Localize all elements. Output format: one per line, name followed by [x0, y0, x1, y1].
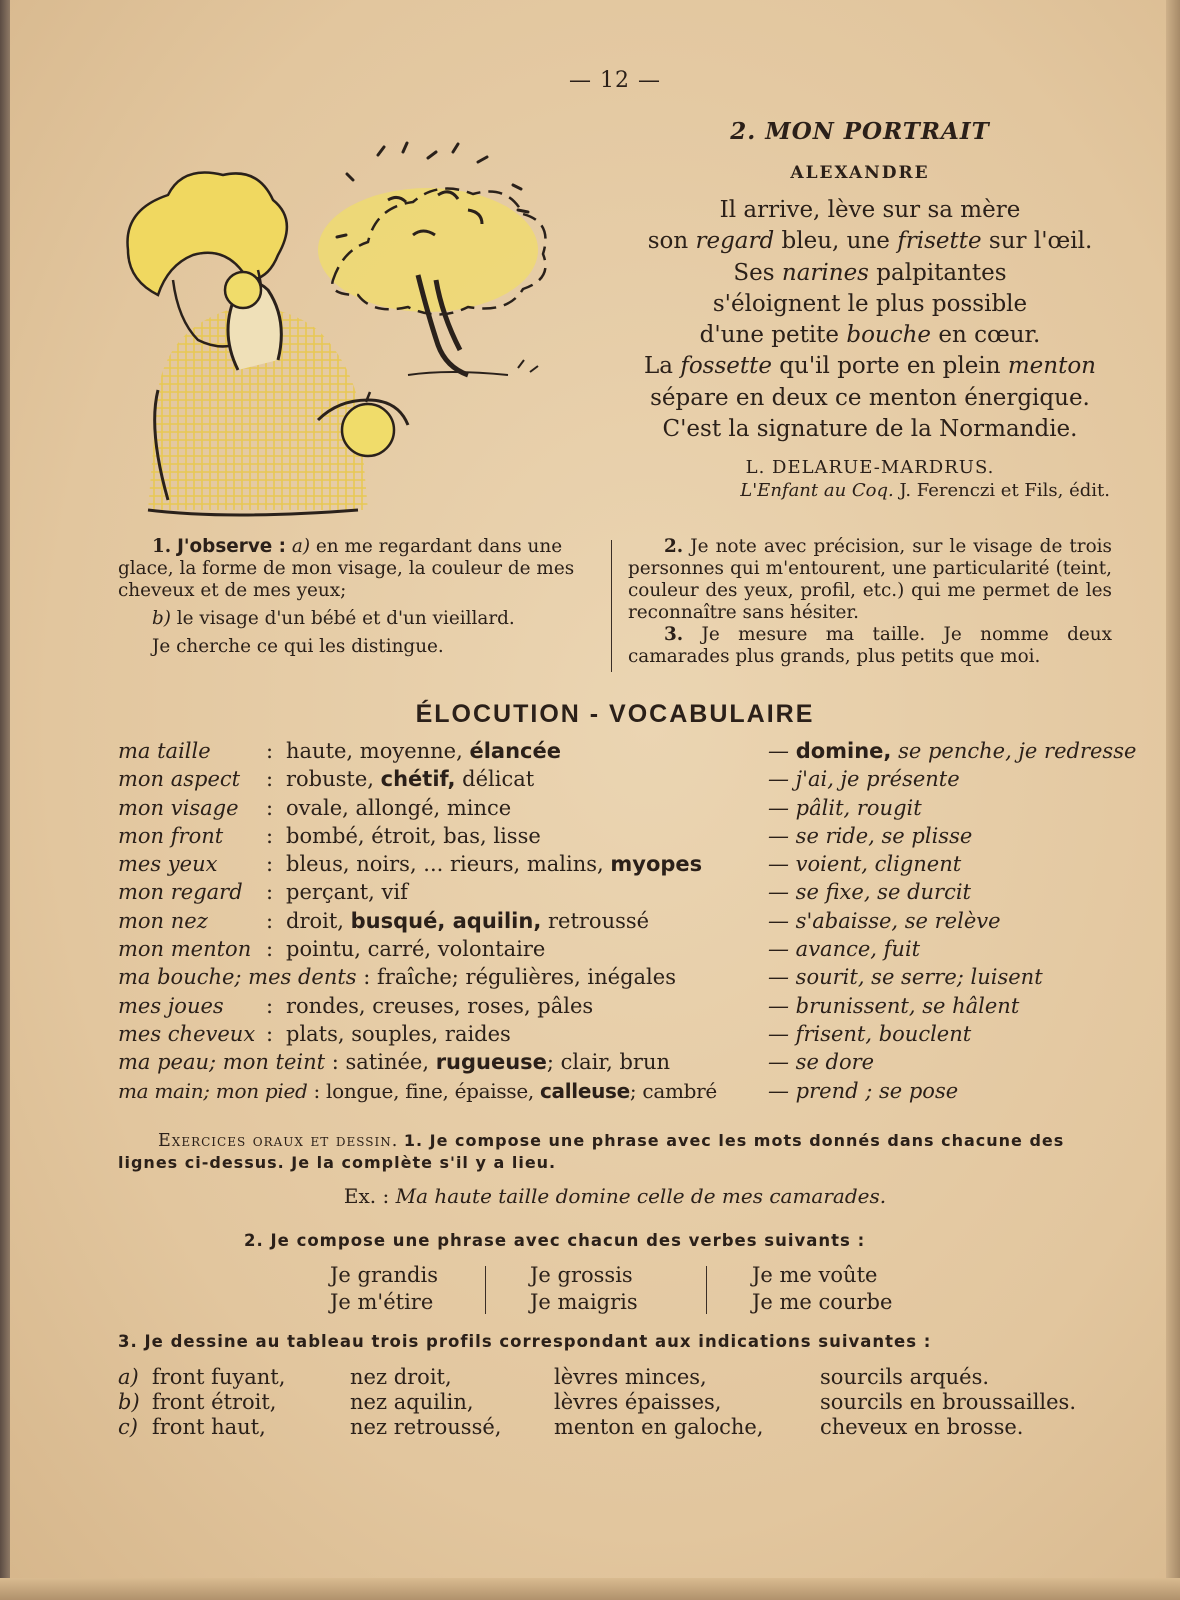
vocabulary-verbs: — se fixe, se durcit	[768, 880, 971, 905]
page-number: — 12 —	[569, 68, 661, 93]
vocabulary-words: bleus, noirs, ... rieurs, malins, myopes	[286, 852, 703, 877]
vocabulary-words: plats, souples, raides	[286, 1021, 511, 1046]
vocabulary-table	[118, 739, 1137, 1107]
column-divider	[611, 540, 612, 672]
poem-credit-publisher: J. Ferenczi et Fils, édit.	[899, 480, 1110, 502]
profiles-table	[118, 1365, 1113, 1440]
child-eating-apple-illustration	[118, 140, 558, 530]
vocabulary-row: mon menton : pointu, carré, volontaire — avance, fuit	[118, 937, 921, 962]
poem-line: sépare en deux ce menton énergique.	[650, 384, 1090, 411]
vocabulary-words: haute, moyenne, élancée	[286, 739, 561, 763]
grass	[408, 360, 538, 375]
observe-item-2: 2. Je note avec précision, sur le visage de trois personnes qui m'entourent, une particularité (teint, couleur des yeux, profil, etc.) qui me permet de les reconnaître sans hésiter.	[628, 536, 1112, 623]
observe-left-column	[118, 536, 596, 662]
vocabulary-verbs: — prend ; se pose	[768, 1078, 959, 1103]
verb-divider-1	[485, 1266, 486, 1314]
poem-title: 2. MON PORTRAIT	[730, 118, 990, 145]
vocabulary-label: mes cheveux	[118, 1021, 256, 1046]
vocabulary-row: mon visage : ovale, allongé, mince — pâlit, rougit	[118, 795, 922, 820]
vocabulary-label: ma taille	[118, 739, 211, 763]
vocabulary-verbs: — brunissent, se hâlent	[768, 993, 1020, 1018]
poem-credit-source	[610, 480, 1110, 501]
poem-section	[610, 118, 1110, 501]
vocabulary-label: mon aspect	[118, 767, 241, 792]
vocabulary-row: mes joues : rondes, creuses, roses, pâles — brunissent, se hâlent	[118, 993, 1020, 1018]
apple-at-mouth	[225, 272, 261, 308]
vocabulary-row	[118, 1079, 1113, 1107]
verb-column-1: Je grandis Je m'étire	[330, 1263, 438, 1314]
poem-author: ALEXANDRE	[790, 163, 930, 183]
exercise-2: 2. Je compose une phrase avec chacun des verbes suivants :	[244, 1231, 866, 1250]
vocabulary-verbs: — se dore	[768, 1050, 875, 1075]
vocabulary-row	[118, 1050, 1113, 1078]
poem-lines	[610, 195, 1110, 445]
tree-foliage	[318, 143, 546, 315]
poem-line: son regard bleu, une frisette sur l'œil.	[647, 228, 1093, 255]
poem-credit-book: L'Enfant au Coq.	[740, 480, 894, 502]
vocabulary-words: droit, busqué, aquilin, retroussé	[286, 908, 650, 933]
vocabulary-words: rondes, creuses, roses, pâles	[286, 993, 594, 1018]
vocabulary-verbs: — se ride, se plisse	[768, 823, 973, 848]
vocabulary-words: robuste, chétif, délicat	[286, 767, 535, 792]
vocabulary-words: ovale, allongé, mince	[286, 795, 512, 820]
observe-right-column	[628, 536, 1112, 668]
vocabulary-label: mon front	[118, 823, 224, 848]
vocabulary-section-title: ÉLOCUTION - VOCABULAIRE	[415, 700, 815, 728]
vocabulary-words: perçant, vif	[286, 880, 408, 905]
vocabulary-verbs: — s'abaisse, se relève	[768, 908, 1001, 933]
poem-line: s'éloignent le plus possible	[712, 290, 1028, 317]
vocabulary-row: mon aspect : robuste, chétif, délicat — j'ai, je présente	[118, 767, 960, 792]
vocabulary-row: mon nez : droit, busqué, aquilin, retroussé — s'abaisse, se relève	[118, 908, 1001, 933]
vocabulary-words: ma bouche; mes dents : fraîche; régulières, inégales	[118, 965, 676, 990]
vocabulary-label: mes joues	[118, 993, 224, 1018]
vocabulary-verbs: — j'ai, je présente	[768, 767, 960, 792]
vocabulary-label: mon nez	[118, 908, 208, 933]
poem-credit-author: L. DELARUE-MARDRUS.	[745, 457, 995, 479]
vocabulary-row: mon regard : perçant, vif — se fixe, se durcit	[118, 880, 971, 905]
exercise-1-example: Ex. : Ma haute taille domine celle de mes camarades.	[343, 1184, 887, 1208]
vocabulary-verbs: — domine, se penche, je redresse	[768, 739, 1137, 763]
poem-line: Ses narines palpitantes	[733, 259, 1007, 286]
poem-line: C'est la signature de la Normandie.	[662, 416, 1078, 443]
poem-line: Il arrive, lève sur sa mère	[719, 197, 1021, 223]
vocabulary-words: ma peau; mon teint : satinée, rugueuse; clair, brun	[118, 1050, 670, 1075]
vocabulary-verbs: — sourit, se serre; luisent	[768, 965, 1043, 990]
vocabulary-row	[118, 965, 1113, 993]
poem-line: La fossette qu'il porte en plein menton	[644, 353, 1096, 380]
vocabulary-verbs: — frisent, bouclent	[768, 1021, 972, 1046]
vocabulary-words: bombé, étroit, bas, lisse	[286, 823, 541, 848]
profile-row: a) front fuyant, nez droit, lèvres minces, sourcils arqués.	[118, 1365, 990, 1389]
vocabulary-verbs: — voient, clignent	[768, 852, 962, 877]
exercise-3: 3. Je dessine au tableau trois profils correspondant aux indications suivantes :	[118, 1332, 932, 1351]
vocabulary-label: mon visage	[118, 795, 239, 820]
profile-row: c) front haut, nez retroussé, menton en galoche, cheveux en brosse.	[118, 1415, 1024, 1439]
child-hair	[128, 173, 287, 296]
poem-line: d'une petite bouche en cœur.	[699, 322, 1041, 349]
observe-item-1b: b) le visage d'un bébé et d'un vieillard.	[152, 608, 515, 629]
apple-in-hand	[342, 404, 394, 456]
vocabulary-row: mon front : bombé, étroit, bas, lisse — se ride, se plisse	[118, 823, 973, 848]
vocabulary-verbs: — avance, fuit	[768, 937, 921, 962]
exercise-1: Exercices oraux et dessin. 1. Je compose une phrase avec les mots donnés dans chacune des lignes ci-dessus. Je la complète s'il y a lieu.	[118, 1131, 1065, 1172]
vocabulary-row: mes cheveux : plats, souples, raides — frisent, bouclent	[118, 1021, 972, 1046]
vocabulary-words: ma main; mon pied : longue, fine, épaisse, calleuse; cambré	[118, 1078, 717, 1103]
page-edge-bottom	[0, 1578, 1180, 1600]
observe-item-1: 1. J'observe : a) en me regardant dans une glace, la forme de mon visage, la couleur de mes cheveux et de mes yeux;	[118, 536, 575, 601]
vocabulary-label: mon menton	[118, 937, 252, 962]
observe-item-3: 3. Je mesure ma taille. Je nomme deux camarades plus grands, plus petits que moi.	[628, 624, 1112, 667]
vocabulary-row: mes yeux : bleus, noirs, ... rieurs, malins, myopes — voient, clignent	[118, 852, 962, 877]
vocabulary-label: mes yeux	[118, 852, 218, 877]
vocabulary-label: mon regard	[118, 880, 243, 905]
page-edge-right	[1166, 0, 1180, 1600]
observe-item-1-tail: Je cherche ce qui les distingue.	[152, 636, 444, 657]
verb-divider-2	[706, 1266, 707, 1314]
book-edge-left	[0, 0, 10, 1600]
profile-row: b) front étroit, nez aquilin, lèvres épaisses, sourcils en broussailles.	[118, 1390, 1077, 1414]
verb-column-3: Je me voûte Je me courbe	[752, 1263, 893, 1314]
vocabulary-words: pointu, carré, volontaire	[286, 937, 546, 962]
vocabulary-row: ma taille : haute, moyenne, élancée — domine, se penche, je redresse	[118, 739, 1137, 763]
vocabulary-verbs: — pâlit, rougit	[768, 795, 922, 820]
verb-column-2: Je grossis Je maigris	[530, 1263, 638, 1314]
